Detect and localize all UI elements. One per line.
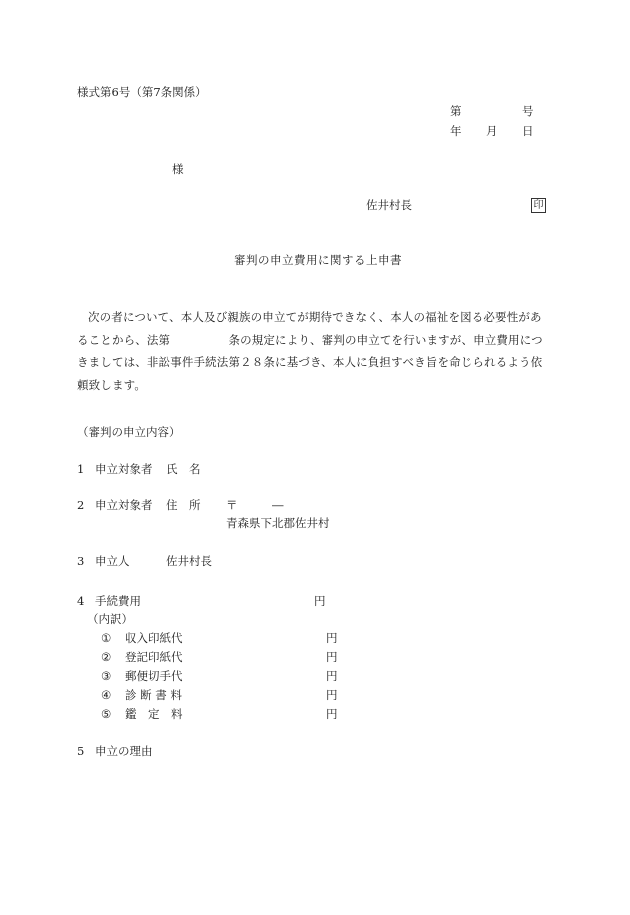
item1-number: 1 — [77, 462, 85, 476]
item4-label: 手続費用 — [95, 594, 141, 608]
date-day: 日 — [522, 124, 534, 138]
postal-mark: 〒 — [226, 498, 238, 512]
breakdown-mark: ⑤ — [101, 707, 112, 721]
section-heading: （審判の申立内容） — [77, 425, 181, 439]
sender-name: 佐井村長 — [366, 198, 412, 212]
breakdown-label: （内訳） — [87, 612, 133, 626]
item4-unit: 円 — [314, 594, 326, 608]
breakdown-unit: 円 — [326, 650, 338, 664]
breakdown-name: 鑑 定 料 — [125, 707, 183, 721]
breakdown-name: 診 断 書 料 — [125, 688, 182, 702]
body-line: ることから、法第 条の規定により、審判の申立てを行いますが、申立費用につ — [77, 332, 543, 347]
body-paragraph — [77, 306, 553, 396]
item3-label: 申立人 — [95, 554, 130, 568]
breakdown-unit: 円 — [326, 688, 338, 702]
breakdown-unit: 円 — [326, 669, 338, 683]
item2-label: 申立対象者 — [95, 498, 153, 512]
item5-number: 5 — [77, 744, 85, 758]
item2-number: 2 — [77, 498, 85, 512]
item3-value: 佐井村長 — [166, 554, 212, 568]
address-value: 青森県下北郡佐井村 — [226, 516, 330, 530]
number-prefix: 第 — [450, 104, 462, 118]
breakdown-unit: 円 — [326, 631, 338, 645]
breakdown-mark: ④ — [101, 688, 112, 702]
breakdown-mark: ② — [101, 650, 112, 664]
breakdown-mark: ① — [101, 631, 112, 645]
breakdown-name: 収入印紙代 — [125, 631, 183, 645]
item1-field: 氏 名 — [166, 462, 201, 476]
document-title: 審判の申立費用に関する上申書 — [234, 253, 402, 267]
breakdown-name: 登記印紙代 — [125, 650, 183, 664]
breakdown-unit: 円 — [326, 707, 338, 721]
item2-field: 住 所 — [166, 498, 201, 512]
addressee-honorific: 様 — [172, 162, 184, 176]
item3-number: 3 — [77, 554, 85, 568]
date-year: 年 — [450, 124, 462, 138]
postal-dash: ― — [272, 498, 284, 512]
body-line: 頼致します。 — [77, 377, 146, 392]
form-number: 様式第6号（第7条関係） — [77, 85, 207, 99]
item4-number: 4 — [77, 594, 85, 608]
breakdown-name: 郵便切手代 — [125, 669, 183, 683]
item5-label: 申立の理由 — [95, 744, 153, 758]
body-line: 次の者について、本人及び親族の申立てが期待できなく、本人の福祉を図る必要性があ — [88, 310, 542, 324]
item1-label: 申立対象者 — [95, 462, 153, 476]
seal-mark: 印 — [531, 198, 546, 213]
date-month: 月 — [486, 124, 498, 138]
number-suffix: 号 — [522, 104, 534, 118]
body-line: きましては、非訟事件手続法第２８条に基づき、本人に負担すべき旨を命じられるよう依 — [77, 355, 543, 369]
breakdown-mark: ③ — [101, 669, 112, 683]
